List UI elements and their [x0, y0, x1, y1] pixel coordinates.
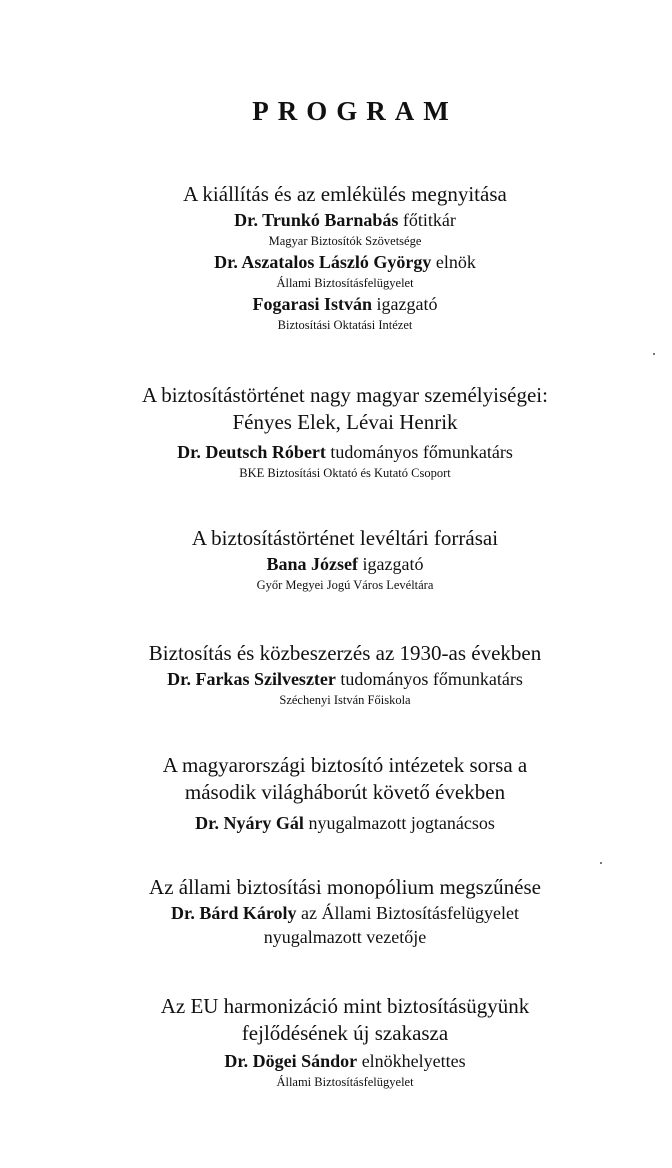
speaker-role-continued: nyugalmazott vezetője — [263, 927, 427, 947]
speaker-line — [20, 667, 670, 691]
section-topic: Fényes Elek, Lévai Henrik — [232, 410, 458, 434]
speaker-role: elnökhelyettes — [357, 1051, 466, 1071]
section-topic: Biztosítás és közbeszerzés az 1930-as években — [148, 641, 542, 665]
scan-speck — [600, 862, 602, 864]
section-topic: A kiállítás és az emlékülés megnyitása — [183, 182, 507, 206]
speaker-name: Fogarasi István — [252, 294, 373, 314]
section-topic: A biztosítástörténet nagy magyar személyiségei: — [142, 383, 548, 407]
speaker-role: nyugalmazott jogtanácsos — [303, 813, 495, 833]
speaker-name: Dr. Farkas Szilveszter — [167, 669, 336, 689]
program-section-eu-harmonization — [20, 993, 670, 1091]
program-section-opening — [20, 181, 670, 334]
speaker-line — [20, 811, 670, 835]
speaker-name: Bana József — [266, 554, 358, 574]
speaker-role: az Állami Biztosításfelügyelet — [296, 903, 519, 923]
speaker-line — [20, 292, 670, 316]
speaker-name: Dr. Nyáry Gál — [195, 813, 304, 833]
speaker-name: Dr. Deutsch Róbert — [177, 442, 326, 462]
speaker-organization: Állami Biztosításfelügyelet — [276, 1075, 414, 1089]
speaker-role: tudományos főmunkatárs — [325, 442, 513, 462]
section-topic: Az állami biztosítási monopólium megszűnése — [149, 875, 541, 899]
speaker-line — [20, 1049, 670, 1073]
speaker-organization: BKE Biztosítási Oktató és Kutató Csoport — [239, 466, 451, 480]
section-topic: A magyarországi biztosító intézetek sorsa a — [162, 753, 528, 777]
speaker-line — [20, 552, 670, 576]
speaker-role: igazgató — [358, 554, 424, 574]
speaker-name: Dr. Aszatalos László György — [214, 252, 432, 272]
speaker-line — [20, 901, 670, 925]
speaker-name: Dr. Bárd Károly — [171, 903, 297, 923]
program-section-procurement — [20, 640, 670, 709]
section-topic: fejlődésének új szakasza — [241, 1021, 449, 1045]
speaker-role: főtitkár — [398, 210, 456, 230]
speaker-organization: Állami Biztosításfelügyelet — [276, 276, 414, 290]
program-section-postwar-insurers — [20, 752, 670, 835]
speaker-role: elnök — [431, 252, 476, 272]
program-section-archive-sources — [20, 525, 670, 594]
speaker-organization: Biztosítási Oktatási Intézet — [277, 318, 413, 332]
section-topic: második világháborút követő években — [184, 780, 506, 804]
speaker-organization: Széchenyi István Főiskola — [279, 693, 411, 707]
speaker-role: tudományos főmunkatárs — [335, 669, 523, 689]
section-topic: A biztosítástörténet levéltári forrásai — [191, 526, 499, 550]
program-section-monopoly-end — [20, 874, 670, 949]
speaker-role: igazgató — [372, 294, 438, 314]
program-title: PROGRAM — [252, 96, 458, 126]
program-section-personalities — [20, 382, 670, 482]
speaker-name: Dr. Trunkó Barnabás — [234, 210, 399, 230]
speaker-organization: Magyar Biztosítók Szövetsége — [268, 234, 422, 248]
speaker-line — [20, 440, 670, 464]
scan-speck — [653, 353, 655, 355]
speaker-name: Dr. Dögei Sándor — [224, 1051, 358, 1071]
section-topic: Az EU harmonizáció mint biztosításügyünk — [160, 994, 530, 1018]
speaker-organization: Győr Megyei Jogú Város Levéltára — [256, 578, 434, 592]
speaker-line — [20, 250, 670, 274]
speaker-line — [20, 208, 670, 232]
